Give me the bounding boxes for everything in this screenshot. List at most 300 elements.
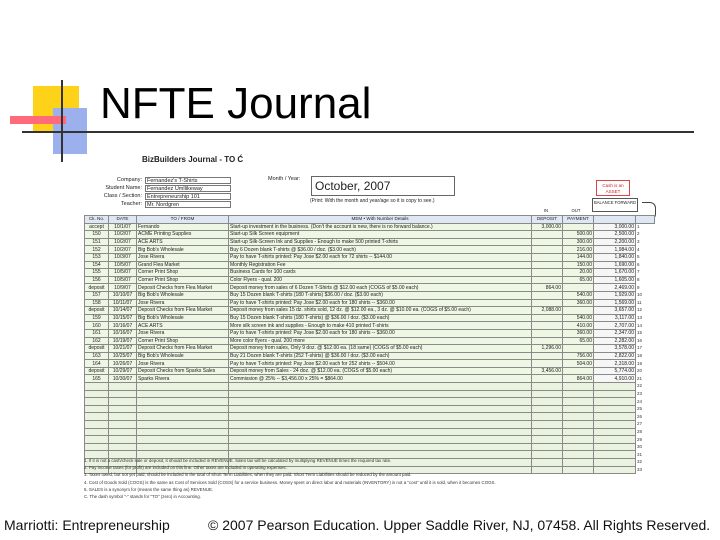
cell-row-number: 27 <box>636 421 655 429</box>
cell-date: 10/25/07 <box>109 352 137 360</box>
col-top-in: IN <box>543 208 549 213</box>
cell-date: 10/14/07 <box>109 307 137 315</box>
empty-cell <box>137 421 229 429</box>
cell-check-no: 156 <box>85 276 109 284</box>
empty-cell <box>109 398 137 406</box>
cell-row-number: 18 <box>636 352 655 360</box>
cell-row-number: 30 <box>636 443 655 451</box>
cell-to-from: Jose Rivera <box>137 299 229 307</box>
empty-cell <box>532 398 563 406</box>
empty-cell <box>563 428 594 436</box>
cell-deposit <box>532 291 563 299</box>
cell-row-number: 33 <box>636 466 655 474</box>
table-row <box>85 253 655 261</box>
table-row <box>85 307 655 315</box>
cell-payment: 150.00 <box>563 261 594 269</box>
empty-cell <box>85 398 109 406</box>
cell-deposit: 3,456.00 <box>532 367 563 375</box>
cell-deposit <box>532 322 563 330</box>
cell-date: 10/3/07 <box>109 253 137 261</box>
cell-deposit <box>532 329 563 337</box>
empty-cell <box>594 413 636 421</box>
empty-cell <box>563 398 594 406</box>
empty-cell <box>229 443 532 451</box>
empty-table-row <box>85 421 655 429</box>
cell-to-from: ACE ARTS <box>137 322 229 330</box>
cell-to-from: Big Bob's Wholesale <box>137 291 229 299</box>
cell-check-no: 159 <box>85 314 109 322</box>
cell-row-number: 21 <box>636 375 655 383</box>
info-value-teacher: Mr. Nordgren <box>145 201 231 208</box>
cell-row-number: 29 <box>636 436 655 444</box>
empty-table-row <box>85 390 655 398</box>
cell-check-no: 153 <box>85 253 109 261</box>
cell-balance: 4,910.00 <box>594 375 636 383</box>
cell-balance: 1,670.00 <box>594 269 636 277</box>
empty-cell <box>109 413 137 421</box>
empty-cell <box>563 421 594 429</box>
footnote: 2. Pay income taxes (for profit) are included on this line. Other taxes are included in operating expenses. <box>84 465 287 471</box>
cell-memo: Start-up Silk Screen equipment <box>229 231 532 239</box>
cell-check-no: 151 <box>85 238 109 246</box>
cell-deposit <box>532 231 563 239</box>
empty-cell <box>563 405 594 413</box>
cell-to-from: Corner Print Shop <box>137 269 229 277</box>
cell-deposit <box>532 246 563 254</box>
cell-to-from: ACE ARTS <box>137 238 229 246</box>
cell-deposit <box>532 375 563 383</box>
info-label-student: Student Name: <box>105 185 142 191</box>
cell-to-from: Big Bob's Wholesale <box>137 352 229 360</box>
col-header-spacer <box>636 216 655 224</box>
slide-title: NFTE Journal <box>100 79 372 128</box>
empty-cell <box>137 436 229 444</box>
empty-cell <box>137 413 229 421</box>
decor-vertical-line <box>61 80 63 162</box>
empty-cell <box>85 436 109 444</box>
empty-cell <box>594 383 636 391</box>
cell-payment: 65.00 <box>563 276 594 284</box>
table-row <box>85 329 655 337</box>
cell-balance: 3,000.00 <box>594 223 636 231</box>
cell-row-number: 32 <box>636 459 655 467</box>
empty-cell <box>594 390 636 398</box>
cell-balance: 1,605.00 <box>594 276 636 284</box>
cell-date: 10/15/07 <box>109 314 137 322</box>
cell-payment: 300.00 <box>563 238 594 246</box>
cell-row-number: 8 <box>636 276 655 284</box>
cell-deposit <box>532 352 563 360</box>
cell-date: 10/5/07 <box>109 269 137 277</box>
cell-deposit <box>532 299 563 307</box>
cell-to-from: Deposit Checks from Flea Market <box>137 284 229 292</box>
cell-check-no: accept <box>85 223 109 231</box>
cell-check-no: deposit <box>85 367 109 375</box>
cell-row-number: 2 <box>636 231 655 239</box>
col-header-ck: Ck. No. <box>85 216 109 224</box>
empty-cell <box>229 421 532 429</box>
cell-memo: Deposit money from Sales - 24 doz. @ $12.00 ea. (COGS of $5.00 each) <box>229 367 532 375</box>
cell-date: 10/10/07 <box>109 291 137 299</box>
empty-cell <box>532 390 563 398</box>
cell-row-number: 17 <box>636 345 655 353</box>
cell-balance: 1,690.00 <box>594 261 636 269</box>
cell-check-no: deposit <box>85 345 109 353</box>
cell-check-no: deposit <box>85 307 109 315</box>
cell-row-number: 11 <box>636 299 655 307</box>
cell-check-no: 162 <box>85 337 109 345</box>
cell-check-no: 154 <box>85 261 109 269</box>
empty-cell <box>532 405 563 413</box>
cell-balance: 2,500.00 <box>594 231 636 239</box>
cell-payment <box>563 367 594 375</box>
cell-payment: 410.00 <box>563 322 594 330</box>
cell-to-from: Big Bob's Wholesale <box>137 314 229 322</box>
cell-date: 10/29/07 <box>109 367 137 375</box>
empty-table-row <box>85 428 655 436</box>
empty-cell <box>85 390 109 398</box>
cell-row-number: 6 <box>636 261 655 269</box>
cell-row-number: 10 <box>636 291 655 299</box>
cell-payment: 20.00 <box>563 269 594 277</box>
cell-date: 10/19/07 <box>109 337 137 345</box>
cell-balance: 2,822.00 <box>594 352 636 360</box>
cell-payment: 500.00 <box>563 231 594 239</box>
table-row <box>85 231 655 239</box>
cell-to-from: Deposit Checks from Flea Market <box>137 307 229 315</box>
info-label-class: Class / Section: <box>103 193 142 199</box>
cell-check-no: 160 <box>85 322 109 330</box>
cell-row-number: 25 <box>636 405 655 413</box>
cell-deposit <box>532 276 563 284</box>
cell-deposit <box>532 253 563 261</box>
cell-to-from: Jose Rivera <box>137 360 229 368</box>
empty-cell <box>85 413 109 421</box>
empty-cell <box>229 428 532 436</box>
decor-horizontal-line <box>22 131 694 133</box>
cell-memo: Monthly Registration Fee <box>229 261 532 269</box>
cell-to-from: Sparks Rivera <box>137 375 229 383</box>
cell-row-number: 24 <box>636 398 655 406</box>
empty-cell <box>85 443 109 451</box>
empty-table-row <box>85 383 655 391</box>
cell-row-number: 12 <box>636 307 655 315</box>
cell-row-number: 28 <box>636 428 655 436</box>
cell-to-from: Deposit Checks from Sparks Sales <box>137 367 229 375</box>
empty-cell <box>532 443 563 451</box>
table-row <box>85 367 655 375</box>
cell-row-number: 4 <box>636 246 655 254</box>
col-header-date: DATE <box>109 216 137 224</box>
cell-to-from: ACME Printing Supplies <box>137 231 229 239</box>
cell-row-number: 31 <box>636 451 655 459</box>
cell-to-from: Jose Rivera <box>137 253 229 261</box>
month-value: October, 2007 <box>311 176 455 196</box>
cell-row-number: 7 <box>636 269 655 277</box>
empty-cell <box>85 383 109 391</box>
cell-date: 10/30/07 <box>109 375 137 383</box>
cell-memo: Buy 6 Dozen blank T-shirts @ $36.00 / doz. ($3.00 each) <box>229 246 532 254</box>
cell-row-number: 9 <box>636 284 655 292</box>
cell-memo: Pay to have T-shirts printed: Pay Jose $2.00 each for 180 shirts -- $360.00 <box>229 329 532 337</box>
table-row <box>85 223 655 231</box>
info-value-company: Fernandez's T-Shirts <box>145 177 231 184</box>
cell-memo: Pay to have T-shirts printed: Pay Jose $2.00 each for 252 shirts -- $504.00 <box>229 360 532 368</box>
cell-balance: 1,569.00 <box>594 299 636 307</box>
cell-to-from: Corner Print Shop <box>137 276 229 284</box>
cell-balance: 1,929.00 <box>594 291 636 299</box>
empty-cell <box>109 405 137 413</box>
empty-cell <box>229 413 532 421</box>
empty-cell <box>137 443 229 451</box>
cell-deposit <box>532 360 563 368</box>
table-row <box>85 238 655 246</box>
cell-balance: 2,200.00 <box>594 238 636 246</box>
cell-date: 10/21/07 <box>109 345 137 353</box>
cell-deposit <box>532 261 563 269</box>
cell-payment: 216.00 <box>563 246 594 254</box>
cell-payment <box>563 345 594 353</box>
table-row <box>85 291 655 299</box>
table-row <box>85 284 655 292</box>
cell-row-number: 23 <box>636 390 655 398</box>
cell-date: 10/5/07 <box>109 261 137 269</box>
cell-balance: 3,657.00 <box>594 307 636 315</box>
footer-author: Marriotti: Entrepreneurship <box>4 517 170 533</box>
info-label-teacher: Teacher: <box>120 201 142 207</box>
cell-balance: 3,117.00 <box>594 314 636 322</box>
footnote: 3. Taxes owed, but not yet paid, should be included in the total of Short Term Liabilities, when they are paid, Short Term Liabilities should be reduced by the amount paid. <box>84 472 412 478</box>
empty-cell <box>109 436 137 444</box>
cell-to-from: Big Bob's Wholesale <box>137 246 229 254</box>
table-row <box>85 246 655 254</box>
cell-memo: Deposit money from sales 15 dz. shirts sold, 12 dz. @ $12.00 ea., 3 dz. @ $10.00 ea. (COGS of $5.00 each) <box>229 307 532 315</box>
cell-payment <box>563 284 594 292</box>
empty-cell <box>594 428 636 436</box>
col-top-out: OUT <box>571 208 581 213</box>
empty-cell <box>137 405 229 413</box>
empty-cell <box>109 421 137 429</box>
empty-cell <box>532 436 563 444</box>
cell-memo: Start-up investment in the business. (Don't the account is new, there is no forward balance.) <box>229 223 532 231</box>
cell-memo: Pay to have T-shirts printed: Pay Jose $2.00 each for 72 shirts -- $144.00 <box>229 253 532 261</box>
table-row <box>85 269 655 277</box>
cell-payment <box>563 223 594 231</box>
empty-cell <box>229 390 532 398</box>
cell-payment: 864.00 <box>563 375 594 383</box>
empty-table-row <box>85 413 655 421</box>
empty-table-row <box>85 436 655 444</box>
cell-check-no: 164 <box>85 360 109 368</box>
info-label-company: Company: <box>116 177 142 183</box>
cell-date: 10/2/07 <box>109 246 137 254</box>
sheet-title: BizBuilders Journal - TO Ć <box>142 155 244 164</box>
cell-check-no: deposit <box>85 284 109 292</box>
journal-table <box>84 215 655 474</box>
empty-cell <box>563 436 594 444</box>
cell-payment <box>563 307 594 315</box>
cell-deposit <box>532 238 563 246</box>
cell-deposit: 2,088.00 <box>532 307 563 315</box>
cell-memo: Commission @ 25% -- $3,456.00 x 25% = $864.00 <box>229 375 532 383</box>
cell-row-number: 22 <box>636 383 655 391</box>
cell-date: 10/1/07 <box>109 223 137 231</box>
month-label: Month / Year: <box>268 176 301 182</box>
footnote: C. The dash symbol "-" stands for "TO" (zero) in Accounting. <box>84 494 201 500</box>
empty-cell <box>563 443 594 451</box>
footnote: 5. SALES is a synonym for (means the same thing as) REVENUE. <box>84 486 214 492</box>
cell-memo: More color flyers - qual. 200 more <box>229 337 532 345</box>
cell-date: 10/2/07 <box>109 231 137 239</box>
cell-row-number: 26 <box>636 413 655 421</box>
cell-payment: 65.00 <box>563 337 594 345</box>
cell-date: 10/11/07 <box>109 299 137 307</box>
table-row <box>85 375 655 383</box>
empty-cell <box>532 428 563 436</box>
empty-cell <box>109 428 137 436</box>
empty-cell <box>109 390 137 398</box>
cell-row-number: 13 <box>636 314 655 322</box>
cell-check-no: 152 <box>85 246 109 254</box>
cell-check-no: 161 <box>85 329 109 337</box>
empty-cell <box>85 421 109 429</box>
empty-cell <box>563 383 594 391</box>
cell-balance: 1,984.00 <box>594 246 636 254</box>
cell-date: 10/9/07 <box>109 284 137 292</box>
cell-to-from: Grand Flea Market <box>137 261 229 269</box>
cash-asset-note: Cash is an ASSET <box>596 180 630 196</box>
table-row <box>85 261 655 269</box>
cell-date: 10/16/07 <box>109 329 137 337</box>
empty-cell <box>229 436 532 444</box>
cell-payment: 540.00 <box>563 291 594 299</box>
cell-memo: Deposit money from sales, Only 9 doz. @ $12.00 ea. (18 same) (COGS of $5.00 each) <box>229 345 532 353</box>
table-row <box>85 352 655 360</box>
empty-table-row <box>85 405 655 413</box>
cell-deposit: 3,000.00 <box>532 223 563 231</box>
empty-table-row <box>85 398 655 406</box>
table-row <box>85 314 655 322</box>
empty-cell <box>85 405 109 413</box>
cell-balance: 5,774.00 <box>594 367 636 375</box>
empty-cell <box>532 383 563 391</box>
empty-cell <box>594 398 636 406</box>
cell-memo: Business Cards for 100 cards <box>229 269 532 277</box>
cell-payment: 756.00 <box>563 352 594 360</box>
footer-copyright: © 2007 Pearson Education. Upper Saddle River, NJ, 07458. All Rights Reserved. <box>208 517 711 533</box>
empty-cell <box>563 413 594 421</box>
empty-cell <box>137 383 229 391</box>
table-row <box>85 299 655 307</box>
cell-balance: 1,840.00 <box>594 253 636 261</box>
cell-payment: 360.00 <box>563 299 594 307</box>
cell-row-number: 16 <box>636 337 655 345</box>
empty-cell <box>229 398 532 406</box>
cell-row-number: 15 <box>636 329 655 337</box>
cell-date: 10/26/07 <box>109 360 137 368</box>
empty-cell <box>109 383 137 391</box>
empty-cell <box>85 428 109 436</box>
col-header-memo: MEM • With Number Details <box>229 216 532 224</box>
empty-cell <box>594 443 636 451</box>
table-row <box>85 345 655 353</box>
cell-balance: 2,282.00 <box>594 337 636 345</box>
cell-check-no: 165 <box>85 375 109 383</box>
cell-memo: Color Flyers - qual. 200 <box>229 276 532 284</box>
empty-cell <box>594 421 636 429</box>
cell-row-number: 20 <box>636 367 655 375</box>
info-value-class: Entrepreneurship 101 <box>145 193 231 200</box>
cell-to-from: Jose Rivera <box>137 329 229 337</box>
cell-payment: 540.00 <box>563 314 594 322</box>
cell-check-no: 150 <box>85 231 109 239</box>
footnote: 1. If it is not a cash/check sale or deposit, it should be included in REVENUE. Sales tax will be calculated by multiplying REVENUE times the required tax rate. <box>84 458 392 463</box>
cell-balance: 2,347.00 <box>594 329 636 337</box>
cell-balance: 2,707.00 <box>594 322 636 330</box>
cell-memo: Buy 21 Dozen blank T-shirts (252 T-shirts) @ $36.00 / doz. ($3.00 each) <box>229 352 532 360</box>
cell-memo: Buy 15 Dozen blank T-shirts (180 T-shirts) $36.00 / doz. ($3.00 each) <box>229 291 532 299</box>
cell-row-number: 14 <box>636 322 655 330</box>
cell-check-no: 157 <box>85 291 109 299</box>
cell-row-number: 3 <box>636 238 655 246</box>
empty-cell <box>594 405 636 413</box>
balance-forward-label: BALANCE FORWARD <box>592 198 638 212</box>
info-value-student: Fernandez Umllikeway <box>145 185 231 192</box>
empty-cell <box>229 383 532 391</box>
empty-cell <box>137 398 229 406</box>
empty-table-row <box>85 443 655 451</box>
cell-check-no: 158 <box>85 299 109 307</box>
cell-check-no: 163 <box>85 352 109 360</box>
cell-memo: More silk screen ink and supplies - Enough to make 410 printed T-shirts <box>229 322 532 330</box>
cell-to-from: Fernando <box>137 223 229 231</box>
empty-cell <box>229 405 532 413</box>
cell-deposit: 864.00 <box>532 284 563 292</box>
cell-memo: Buy 15 Dozen blank T-shirts (180 T-shirts) @ $36.00 / doz. ($3.00 each) <box>229 314 532 322</box>
cell-balance: 2,318.00 <box>594 360 636 368</box>
cell-balance: 2,469.00 <box>594 284 636 292</box>
empty-cell <box>563 390 594 398</box>
cell-payment: 144.00 <box>563 253 594 261</box>
cell-memo: Start-up Silk-Screen Ink and Supplies - Enough to make 500 printed T-shirts <box>229 238 532 246</box>
empty-cell <box>137 428 229 436</box>
footnote: 4. Cost of Goods Sold (COGS) is the same as Cost of Services Sold (COSS) for a service business. Money spent on direct labor and materials (INVENTORY) is not a "cost" until it is sold, when it becomes COGS. <box>84 479 496 485</box>
cell-memo: Deposit money from sales of 6 Dozen T-Shirts @ $12.00 each (COGS of $5.00 each) <box>229 284 532 292</box>
cell-payment: 360.00 <box>563 329 594 337</box>
table-row <box>85 276 655 284</box>
cell-balance: 3,578.00 <box>594 345 636 353</box>
cell-row-number: 19 <box>636 360 655 368</box>
cell-payment: 504.00 <box>563 360 594 368</box>
decor-red-bar <box>10 116 66 124</box>
empty-cell <box>137 390 229 398</box>
cell-to-from: Deposit Checks from Flea Market <box>137 345 229 353</box>
cell-deposit <box>532 337 563 345</box>
cell-memo: Pay to have T-shirts printed: Pay Jose $2.00 each for 180 shirts -- $360.00 <box>229 299 532 307</box>
table-row <box>85 337 655 345</box>
cell-deposit: 1,296.00 <box>532 345 563 353</box>
col-header-payment: PAYMENT <box>563 216 594 224</box>
print-note: (Print: With the month and year/age so it is copy to see.) <box>310 198 435 204</box>
empty-cell <box>594 436 636 444</box>
col-header-deposit: DEPOSIT <box>532 216 563 224</box>
table-header-row <box>85 216 655 224</box>
empty-cell <box>532 421 563 429</box>
cell-row-number: 5 <box>636 253 655 261</box>
cell-deposit <box>532 314 563 322</box>
empty-cell <box>532 413 563 421</box>
cell-to-from: Corner Print Shop <box>137 337 229 345</box>
